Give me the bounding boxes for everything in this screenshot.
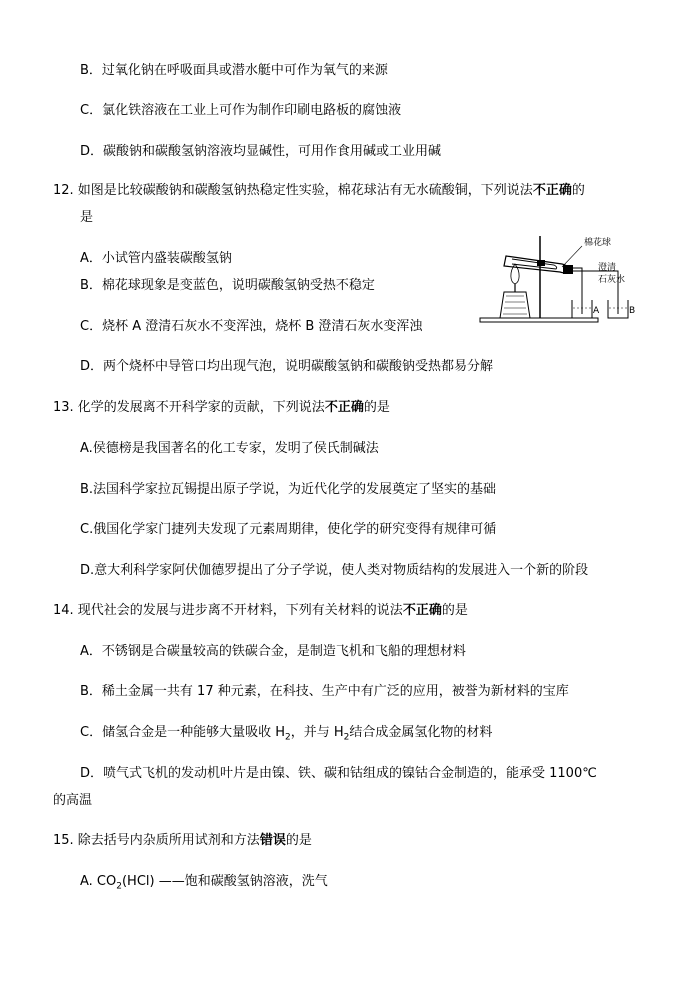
q15-option-a	[80, 873, 328, 896]
q12-option-d: D．两个烧杯中导管口均出现气泡，说明碳酸氢钠和碳酸钠受热都易分解	[80, 359, 494, 374]
burner-hatching	[503, 296, 527, 314]
q14-stem-text: 14. 现代社会的发展与进步离不开材料，下列有关材料的说法	[53, 603, 403, 618]
stand-base	[480, 318, 598, 322]
q14-option-c	[80, 724, 492, 747]
q14-option-c-text-2: ，并与 H	[290, 725, 344, 740]
stand-clamp	[537, 260, 545, 266]
q12-option-c: C．烧杯 A 澄清石灰水不变浑浊，烧杯 B 澄清石灰水变浑浊	[80, 319, 423, 334]
q15-stem-text: 15. 除去括号内杂质所用试剂和方法	[53, 833, 260, 848]
q15-stem-end: 的是	[285, 833, 312, 848]
q15-stem-emphasis: 错误	[259, 833, 286, 848]
q14-option-d: D．喷气式飞机的发动机叶片是由镍、铁、碳和钴组成的镍钴合金制造的，能承受 1100℃	[80, 766, 597, 781]
q14-stem-end: 的是	[441, 603, 468, 618]
stopper	[563, 265, 573, 274]
q14-option-c-text-1: C．储氢合金是一种能够大量吸收 H	[80, 725, 285, 740]
q14-stem	[53, 602, 468, 620]
cotton-ball-label: 棉花球	[584, 238, 612, 248]
q14-option-c-sub-1: 2	[285, 732, 291, 743]
q15-option-a-text-1: A. CO	[80, 874, 117, 889]
limewater-label-1: 澄清	[598, 263, 617, 273]
q14-option-a: A．不锈钢是合碳量较高的铁碳合金，是制造飞机和飞船的理想材料	[80, 644, 466, 659]
q12-option-a: A．小试管内盛装碳酸氢钠	[80, 251, 232, 266]
q13-stem	[53, 399, 390, 417]
q11-option-d: D．碳酸钠和碳酸氢钠溶液均显碱性，可用作食用碱或工业用碱	[80, 144, 442, 159]
cotton-leader-line	[562, 246, 582, 267]
q13-option-a: A.侯德榜是我国著名的化工专家，发明了侯氏制碱法	[80, 441, 379, 456]
q14-stem-emphasis: 不正确	[402, 603, 442, 618]
q15-option-a-text-2: (HCl) ——饱和碳酸氢钠溶液，洗气	[121, 874, 328, 889]
q14-option-b: B．稀土金属一共有 17 种元素，在科技、生产中有广泛的应用，被誉为新材料的宝库	[80, 684, 569, 699]
q14-option-c-text-3: 结合成金属氢化物的材料	[349, 725, 493, 740]
q14-option-c-sub-2: 2	[343, 732, 350, 743]
q11-option-c: C．氯化铁溶液在工业上可作为制作印刷电路板的腐蚀液	[80, 103, 402, 118]
q12-stem-cont: 是	[80, 210, 94, 225]
q12-stem-text: 12. 如图是比较碳酸钠和碳酸氢钠热稳定性实验，棉花球沾有无水硫酸铜，下列说法	[53, 183, 533, 198]
limewater-label-2: 石灰水	[598, 275, 626, 285]
delivery-tube-a	[573, 268, 582, 314]
q13-option-b: B.法国科学家拉瓦锡提出原子学说，为近代化学的发展奠定了坚实的基础	[80, 482, 497, 497]
q15-option-a-sub: 2	[116, 881, 122, 892]
q12-stem-emphasis: 不正确	[532, 183, 572, 198]
q13-stem-text: 13. 化学的发展离不开科学家的贡献，下列说法	[53, 400, 325, 415]
beaker-a-label: A	[593, 306, 600, 316]
experiment-figure	[478, 230, 638, 330]
q11-option-b: B．过氧化钠在呼吸面具或潜水艇中可作为氧气的来源	[80, 63, 388, 78]
q13-stem-emphasis: 不正确	[324, 400, 364, 415]
q13-option-c: C.俄国化学家门捷列夫发现了元素周期律，使化学的研究变得有规律可循	[80, 522, 497, 537]
q12-stem	[53, 182, 585, 200]
q12-stem-end: 的	[571, 183, 585, 198]
q13-stem-end: 的是	[363, 400, 390, 415]
q14-option-d-cont: 的高温	[53, 793, 93, 808]
q12-option-b: B．棉花球现象是变蓝色，说明碳酸氢钠受热不稳定	[80, 278, 375, 293]
beaker-b-label: B	[629, 306, 636, 316]
q15-stem	[53, 832, 312, 850]
q13-option-d: D.意大利科学家阿伏伽德罗提出了分子学说，使人类对物质结构的发展进入一个新的阶段	[80, 563, 589, 578]
